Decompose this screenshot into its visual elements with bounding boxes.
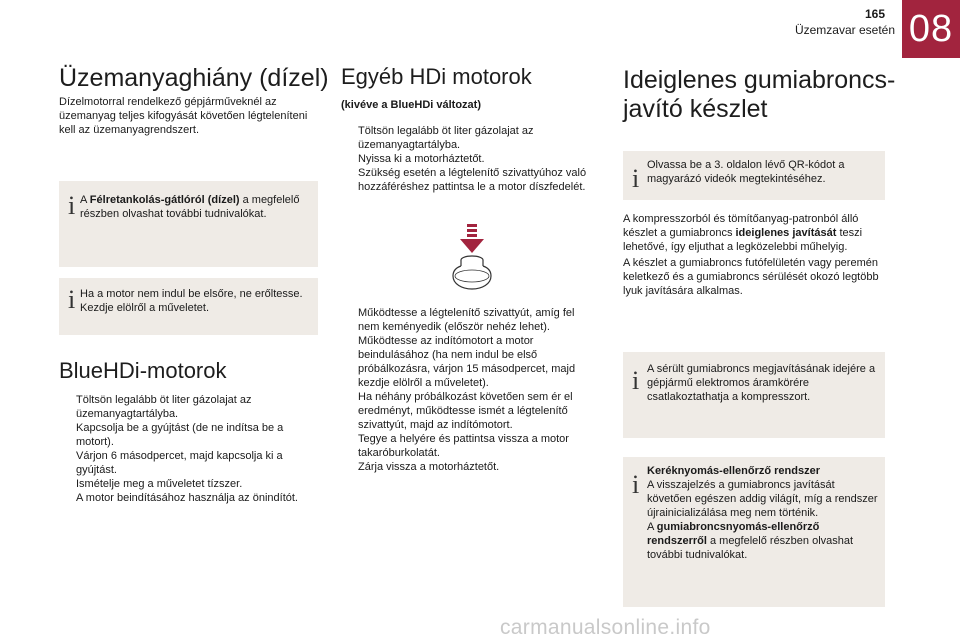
info-icon: i xyxy=(632,470,640,499)
other-hdi-subtitle: (kivéve a BlueHDi változat) xyxy=(341,99,481,111)
info-icon: i xyxy=(68,191,76,220)
info-tpms-title: Keréknyomás-ellenőrző rendszer xyxy=(647,465,821,477)
page-number: 165 xyxy=(864,7,885,21)
info-tpms-link: gumiabroncsnyomás-ellenőrző rendszerről xyxy=(647,521,820,547)
tyre-kit-suitability: A készlet a gumiabroncs futófelületén vagy peremén keletkező és a gumiabroncs sérülését okozó legtöbb lyuk javítására alkalmas. xyxy=(623,257,879,297)
list-item: Működtesse az indítómotort a motor beindulásához (ha nem indul be első próbálkozásra, várjon 15 másodpercet, majd kezdje elölről a műveletet). xyxy=(358,335,576,389)
tyre-kit-temporary-repair: ideiglenes javítását xyxy=(735,227,837,239)
info-icon: i xyxy=(632,366,640,395)
info-icon: i xyxy=(632,164,640,193)
list-item: Ismételje meg a műveletet tízszer. xyxy=(76,478,243,490)
list-item: Töltsön legalább öt liter gázolajat az üzemanyagtartályba. xyxy=(358,125,534,151)
info-text-qr-code: Olvassa be a 3. oldalon lévő QR-kódot a magyarázó videók megtekintéséhez. xyxy=(647,159,845,185)
list-item: Kapcsolja be a gyújtást (de ne indítsa be a motort). xyxy=(76,422,284,448)
info-box-qr-code xyxy=(623,151,885,200)
priming-pump-icon xyxy=(449,224,495,292)
other-hdi-steps-list-b xyxy=(341,306,596,474)
watermark: carmanualsonline.info xyxy=(500,616,711,639)
info-icon: i xyxy=(68,285,76,314)
info-text-tpms: Keréknyomás-ellenőrző rendszer A visszajelzés a gumiabroncs javítását követően egészen addig világít, míg a rendszer újrainicializálása meg nem történik. A gumiabroncsnyomás-ellenőrző rendszerről a megfelelő részben olvashat további tudnivalókat. xyxy=(647,465,878,561)
chapter-number-badge: 08 xyxy=(902,0,960,58)
info-text-misfuel: A Félretankolás-gátlóról (dízel) a megfelelő részben olvashat további tudnivalókat. xyxy=(80,194,300,220)
list-item: Szükség esetén a légtelenítő szivattyúhoz való hozzáféréshez pattintsa le a motor díszfedelét. xyxy=(358,167,587,193)
info-box-compressor xyxy=(623,352,885,438)
section-title-other-hdi: Egyéb HDi motorok xyxy=(341,64,532,89)
list-item: A motor beindításához használja az önindítót. xyxy=(76,492,298,504)
section-title-tyre-repair-kit: Ideiglenes gumiabroncs- javító készlet xyxy=(623,66,896,123)
info-text-misfuel-link: Félretankolás-gátlóról (dízel) xyxy=(89,194,240,206)
list-item: Tegye a helyére és pattintsa vissza a motor takaróburkolatát. xyxy=(358,433,569,459)
chapter-title: Üzemzavar esetén xyxy=(794,23,895,37)
list-item: Zárja vissza a motorháztetőt. xyxy=(358,461,500,473)
info-text-compressor: A sérült gumiabroncs megjavításának idejére a gépjármű elektromos áramkörére csatlakoztathatja a kompresszort. xyxy=(647,363,876,403)
list-item: Várjon 6 másodpercet, majd kapcsolja ki a gyújtást. xyxy=(76,450,283,476)
fuel-shortage-intro: Dízelmotorral rendelkező gépjárműveknél az üzemanyag teljes kifogyását követően légteleníteni kell az üzemanyagrendszert. xyxy=(59,96,308,136)
section-title-fuel-shortage: Üzemanyaghiány (dízel) xyxy=(59,64,329,92)
list-item: Ha néhány próbálkozást követően sem ér el eredményt, működtesse ismét a légtelenítő szivattyút, majd az indítómotort. xyxy=(358,391,573,431)
info-box-misfuel xyxy=(59,181,318,267)
list-item: Töltsön legalább öt liter gázolajat az üzemanyagtartályba. xyxy=(76,394,252,420)
info-box-no-start xyxy=(59,278,318,335)
info-text-no-start: Ha a motor nem indul be elsőre, ne erőltesse. Kezdje elölről a műveletet. xyxy=(80,288,303,314)
other-hdi-steps-list-a xyxy=(341,124,596,194)
bluehdi-steps-list xyxy=(59,393,309,505)
info-box-tpms xyxy=(623,457,885,607)
tyre-kit-description: A kompresszorból és tömítőanyag-patronból álló készlet a gumiabroncs ideiglenes javítását teszi lehetővé, így eljuthat a legközelebbi műhelyig. xyxy=(623,213,863,253)
list-item: Nyissa ki a motorháztetőt. xyxy=(358,153,485,165)
list-item: Működtesse a légtelenítő szivattyút, amíg fel nem keményedik (először nehéz lehet). xyxy=(358,307,575,333)
section-title-bluehdi: BlueHDi-motorok xyxy=(59,358,227,383)
